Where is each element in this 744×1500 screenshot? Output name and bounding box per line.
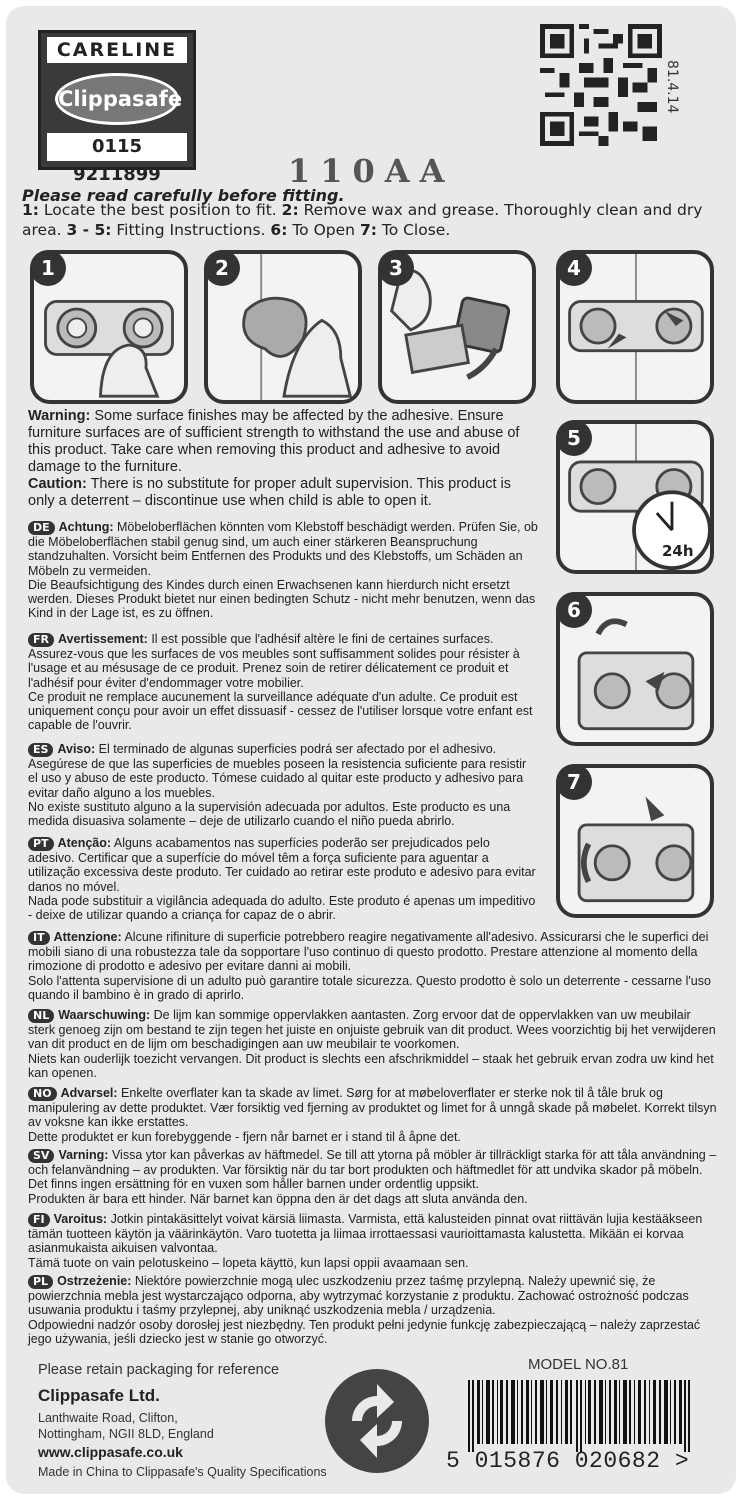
careline-box xyxy=(38,30,196,185)
timer-label: 24h xyxy=(662,542,694,560)
step-5-panel xyxy=(556,420,714,574)
batch-number: 110AA xyxy=(288,152,455,190)
step-number: 5 xyxy=(556,420,592,456)
barcode-number: 5 015876 020682 > xyxy=(446,1448,690,1474)
website-link[interactable]: www.clippasafe.co.uk xyxy=(38,1444,183,1460)
step-7-panel xyxy=(556,764,714,918)
warning-pt: PT Atenção: Alguns acabamentos nas superfícies poderão ser prejudicados pelo adesivo. Certificar que a superfície do móvel têm a força suficiente para aguentar a utilização excessiva deste produto. Ter cuidado ao retirar este produto e adesivo para evitar danos no móvel. Nada pode substituir a vigilância adequada do adulto. Este produto é apenas um impeditivo - deixe de utilizar quando a criança for capaz de o abrir. xyxy=(28,836,536,923)
step-number: 7 xyxy=(556,764,592,800)
step-number: 2 xyxy=(204,250,240,286)
warning-de: DE Achtung: Möbeloberflächen könnten vom Klebstoff beschädigt werden. Prüfen Sie, ob die Möbeloberflächen stabil genug sind, um auch einer stärkeren Beanspruchung standzuhalten. Vorsicht beim Entfernen des Produkts und des Klebstoffs, um Schäden an Möbeln zu vermeiden. Die Beaufsichtigung des Kindes durch einen Erwachsenen kann hierdurch nicht ersetzt werden. Dieses Produkt bietet nur einen bedingten Schutz - nicht mehr benutzen, wenn das Kind in der Lage ist, es zu öffnen. xyxy=(28,520,538,621)
company-name: Clippasafe Ltd. xyxy=(38,1386,160,1405)
warning-no: NO Advarsel: Enkelte overflater kan ta skade av limet. Sørg for at møbeloverflater er sterke nok til å tåle bruk og manipulering av dette produktet. Vær forsiktig ved fjerning av produktet og limet for å unngå skade på møbelet. Korrekt tilsyn av voksne kan ikke erstattes. Dette produktet er kun forebyggende - fjern når barnet er i stand til å åpne det. xyxy=(28,1086,717,1144)
warning-sv: SV Varning: Vissa ytor kan påverkas av häftmedel. Se till att ytorna på möbler är tillräckligt starka för att tåla användning – och felanvändning – av produkten. Var försiktig när du tar bort produkten och häftmedlet för att undvika skador på möbeln. Det finns ingen ersättning för en vuxen som håller barnen under ordentlig uppsikt. Produkten är bara ett hinder. När barnet kan öppna den är det dags att sluta använda den. xyxy=(28,1148,717,1206)
barcode xyxy=(468,1380,716,1452)
step-number: 4 xyxy=(556,250,592,286)
retain-note: Please retain packaging for reference xyxy=(38,1362,280,1378)
side-code: 81.4.14 xyxy=(664,60,680,114)
model-number: MODEL NO.81 xyxy=(528,1356,629,1373)
green-dot-recycle-icon xyxy=(322,1366,432,1476)
company-address: Lanthwaite Road, Clifton, Nottingham, NGII 8LD, England xyxy=(38,1411,214,1441)
brand-logo: Clippasafe xyxy=(55,73,179,125)
careline-title: CARELINE xyxy=(47,37,187,63)
warning-it: IT Attenzione: Alcune rifiniture di superficie potrebbero reagire negativamente all'adesivo. Assicurarsi che le superfici dei mobili siano di una robustezza tale da sopportare l'uso continuo di questo prodotto. Prestare attenzione al momento della rimozione di prodotto e adesivo per evitare danni ai mobili. Solo l'attenta supervisione di un adulto può garantire totale sicurezza. Questo prodotto è solo un deterrente - cessarne l'uso quando il bambino è in grado di aprirlo. xyxy=(28,930,711,1002)
warning-pl: PL Ostrzeżenie: Niektóre powierzchnie mogą ulec uszkodzeniu przez taśmę przylepną. Należy upewnić się, że powierzchnia mebla jest wystarczająco odporna, aby wytrzymać korzystanie z produktu. Zachować ostrożność podczas usuwania produktu i taśmy przylepnej, aby uniknąć uszkodzenia mebla / urządzenia. Odpowiedni nadzór osoby dorosłej jest niezbędny. Ten produkt pełni jedynie funkcję zabezpieczającą – należy zaprzestać jego używania, jeśli dziecko jest w stanie go otworzyć. xyxy=(28,1274,701,1346)
careline-phone: 0115 9211899 xyxy=(47,133,187,161)
step-6-panel xyxy=(556,592,714,746)
step-number: 6 xyxy=(556,592,592,628)
steps-summary: 1: Locate the best position to fit. 2: Remove wax and grease. Thoroughly clean and dry area. 3 - 5: Fitting Instructions. 6: To Open 7: To Close. xyxy=(22,201,703,239)
warning-nl: NL Waarschuwing: De lijm kan sommige oppervlakken aantasten. Zorg ervoor dat de oppervlakken van uw meubilair sterk genoeg zijn om bestand te zijn tegen het juiste en onjuiste gebruik van dit product. Wees voorzichtig bij het verwijderen van dit product en de lijm om beschadigingen aan uw meubilair te voorkomen. Niets kan ouderlijk toezicht vervangen. Dit product is slechts een afschrikmiddel – staak het gebruik ervan zodra uw kind het kan openen. xyxy=(28,1008,716,1080)
made-in-note: Made in China to Clippasafe's Quality Specifications xyxy=(38,1465,327,1479)
step-1-panel xyxy=(30,250,188,404)
qr-code xyxy=(540,20,662,150)
warning-es: ES Aviso: El terminado de algunas superficies podrá ser afectado por el adhesivo. Asegúrese de que las superficies de muebles poseen la resistencia suficiente para resistir el uso y abuso de este producto. Tómese cuidado al quitar este producto y adhesivo para evitar daño alguno a los muebles. No existe sustituto alguno a la supervisión adecuada por adultos. Este producto es una medida disuasiva solamente – deje de utilizarlo cuando el niño pueda abrirlo. xyxy=(28,742,527,829)
english-warning: Warning: Some surface finishes may be affected by the adhesive. Ensure furniture surfaces are of sufficient strength to withstand the use and abuse of this product. Take care when removing this product and adhesive to avoid damage to the furniture. Caution: There is no substitute for proper adult supervision. This product is only a deterrent – discontinue use when child is able to open it. xyxy=(28,408,520,509)
step-4-panel xyxy=(556,250,714,404)
warning-fi: FI Varoitus: Jotkin pintakäsittelyt voivat kärsiä liimasta. Varmista, että kalusteiden pinnat ovat riittävän lujia kestääkseen tämän tuotteen käytön ja väärinkäytön. Varo tuotetta ja liimaa irrottaessasi vaurioittamasta kalustetta. Mikään ei korvaa asianmukaista aikuisen valvontaa. Tämä tuote on vain pelotuskeino – lopeta käyttö, kun lapsi oppii avaamaan sen. xyxy=(28,1212,703,1270)
step-2-panel xyxy=(204,250,362,404)
step-3-panel xyxy=(378,250,536,404)
step-number: 1 xyxy=(30,250,66,286)
step-number: 3 xyxy=(378,250,414,286)
warning-fr: FR Avertissement: Il est possible que l'adhésif altère le fini de certaines surfaces. Assurez-vous que les surfaces de vos meubles sont suffisamment solides pour résister à l'usage et au mésusage de ce produit. Prenez soin de retirer délicatement ce produit et l'adhésif pour éviter d'endommager votre mobilier. Ce produit ne remplace aucunement la surveillance adéquate d'un adulte. Ce produit est uniquement conçu pour avoir un effet dissuasif - cessez de l'utiliser lorsque votre enfant est capable de l'ouvrir. xyxy=(28,632,533,733)
read-heading: Please read carefully before fitting. xyxy=(22,186,345,205)
